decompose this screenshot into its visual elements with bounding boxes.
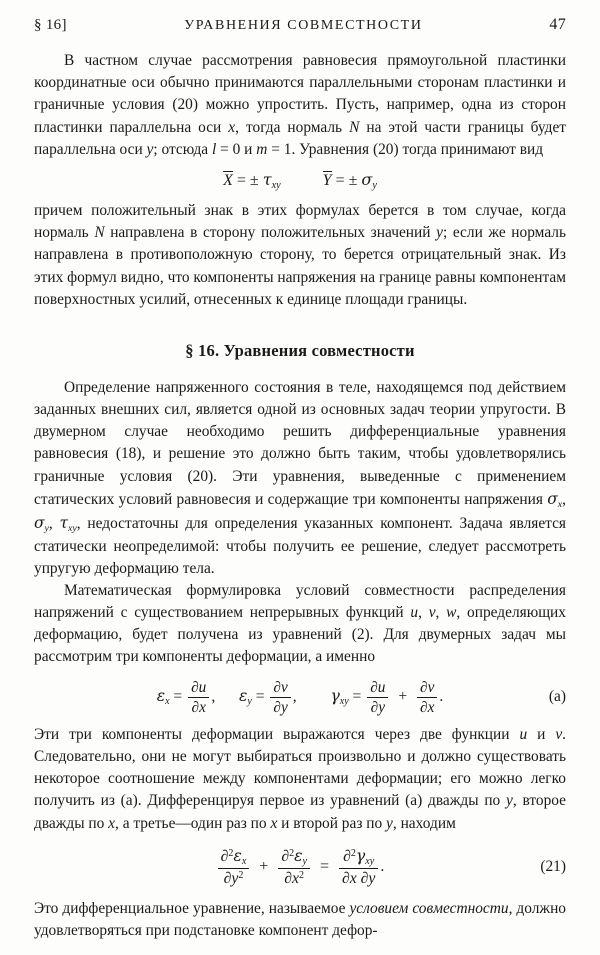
formula-strain-components: $\varepsilon_x$ = $\frac{\partial u}{\partial x}$ , $\varepsilon_y$ = $\frac{\partial v}{\partial y}$ , $\gamma_{xy}$ = $\frac{\partial u}{\partial y}$ + $\frac{\partial v}{\partial x}$ . (а) (156, 678, 566, 716)
paragraph-2: причем положительный знак в этих формулах берется в том случае, когда нормаль N направлена в сторону положительных значений y; если же нормаль направлена в противоположную сторону, то берется отрицательный знак. Из этих формул видно, что компоненты напряжения на границе равны компонентам поверхностных усилий, отнесенных к единице площади границы. (34, 202, 566, 308)
page-number: 47 (549, 16, 566, 33)
paragraph-1: В частном случае рассмотрения равновесия прямоугольной пластинки координатные оси обычно принимаются параллельными сторонам пластинки и граничные условия (20) можно упростить. Пусть, например, одна из сторон пластинки параллельна оси x, тогда нормаль N на этой части границы будет параллельна оси y; отсюда l = 0 и m = 1. Уравнения (20) тогда принимают вид (34, 52, 567, 158)
paragraph-3: Определение напряженного состояния в теле, находящемся под действием заданных внешних сил, является одной из основных задач теории упругости. В двумерном случае необходимо решить дифференциальные уравнения равновесия (18), и решение это должно быть таким, чтобы удовлетворялись граничные условия (20). Эти уравнения, выведенные с применением статических условий равновесия и содержащие три компоненты напряжения $\sigma_x$, $\sigma_y$, $\tau_{xy}$, недостаточны для определения указанных компонент. Задача является статически неопределимой: чтобы получить ее решение, следует рассмотреть упругую деформацию тела. (34, 378, 566, 577)
paragraph-5: Эти три компоненты деформации выражаются через две функции u и v. Следовательно, они не могут выбираться произвольно и должно существовать некоторое соотношение между компонентами деформации; его можно легко получить из (а). Дифференцируя первое из уравнений (а) дважды по y, второе дважды по x, а третье—один раз по x и второй раз по y, находим (34, 725, 567, 832)
formula-boundary-conditions: X = ± $\tau_{xy}$ Y = ± $\sigma_y$ (223, 169, 377, 191)
formula-label-21: (21) (540, 858, 566, 876)
formula-label-a: (а) (548, 688, 566, 706)
paragraph-4: Математическая формулировка условий совместности распределения напряжений с существованием непрерывных функций u, v, w, определяющих деформацию, будет получена из уравнений (2). Для двумерных задач мы рассмотрим три компоненты деформации, а именно (34, 581, 566, 666)
paragraph-6: Это дифференциальное уравнение, называемое условием совместности, должно удовлетворяться при подстановке компонент дефор- (34, 899, 566, 939)
running-head (34, 16, 566, 34)
formula-compatibility: $\frac{\partial^2\varepsilon_x}{\partial y^2}$ + $\frac{\partial^2\varepsilon_y}{\partial x^2}$ = $\frac{\partial^2\gamma_{xy}}{\partial x \partial y}$ . (21) (34, 847, 566, 888)
running-head-section: § 16] (34, 17, 67, 33)
running-head-title: УРАВНЕНИЯ СОВМЕСТНОСТИ (184, 18, 423, 33)
section-heading: § 16. Уравнения совместности (185, 340, 415, 360)
italic-term-compat: условием совместности (349, 899, 509, 917)
